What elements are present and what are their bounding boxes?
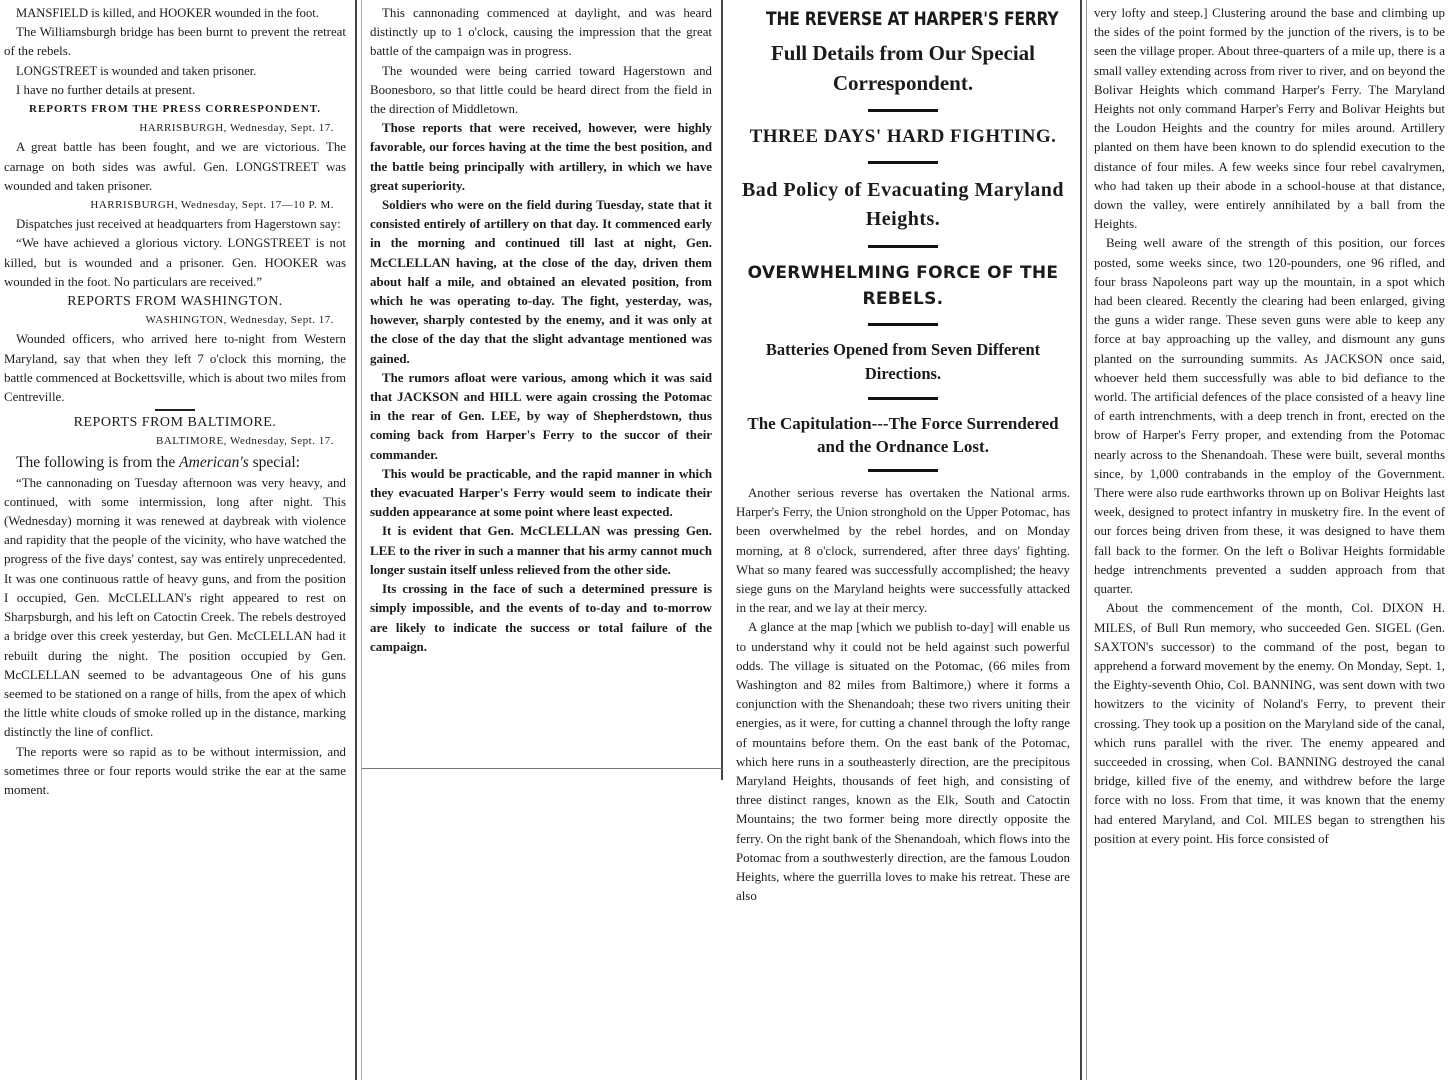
paragraph: This cannonading commenced at daylight, and was heard distinctly up to 1 o'clock, causing the impression that the great battle of the campaign was in progress. <box>370 6 712 59</box>
column-rule <box>355 0 357 1080</box>
headline-deck: Full Details from Our Special Correspondent. <box>770 41 1036 95</box>
column-2 <box>362 0 720 770</box>
article-title: THE REVERSE AT HARPER'S FERRY <box>766 8 1059 30</box>
paragraph: It is evident that Gen. McCLELLAN was pressing Gen. LEE to the river in such a manner that his army cannot much longer sustain itself unless relieved from the other side. <box>370 524 712 577</box>
deck-separator <box>868 323 938 326</box>
column-rule <box>1086 0 1087 1080</box>
dateline: HARRISBURGH, Wednesday, Sept. 17—10 P. M. <box>90 199 334 212</box>
column-rule <box>721 0 723 780</box>
short-rule <box>155 409 195 411</box>
paragraph: very lofty and steep.] Clustering around the base and climbing up the sides of the point formed by the junction of the rivers, is to be seen the village proper. About three-quarters of a mile up, there is a small valley extending across from river to river, and on beyond the Bolivar Heights which command Harper's Ferry. The Maryland Heights not only command Harper's Ferry and Bolivar Heights but the Loudon Heights and the country for miles around. Artillery planted on them have been known to do splendid execution to the distance of four miles. A few weeks since four rebel cavalrymen, who had taken up their abode in a school-house at that distance, down the valley, were entirely annihilated by a ball from the Heights. <box>1094 6 1445 232</box>
column-rule <box>1080 0 1082 1080</box>
paragraph-text: special: <box>248 453 300 471</box>
paragraph: LONGSTREET is wounded and taken prisoner. <box>16 63 257 78</box>
paragraph: This would be practicable, and the rapid manner in which they evacuated Harper's Ferry would seem to indicate their sudden appearance at some point where least expected. <box>370 466 712 520</box>
paragraph: A great battle has been fought, and we are victorious. The carnage on both sides was awful. Gen. LONGSTREET was wounded and taken prisoner. <box>4 140 346 193</box>
paragraph: Another serious reverse has overtaken the National arms. Harper's Ferry, the Union stronghold on the Upper Potomac, has been overwhelmed by the rebel hordes, and on Monday morning, at 8 o'clock, surrendered, after three days' fighting. What so many feared was successfully accomplished; the heavy siege guns on the Maryland heights were successfully attacked in the rear, and we lay at their mercy. <box>736 486 1070 616</box>
paragraph: The wounded were being carried toward Hagerstown and Boonesboro, so that little could be heard direct from the field in the direction of Middletown. <box>370 63 712 117</box>
column-1 <box>0 0 352 1080</box>
paragraph: The Williamsburgh bridge has been burnt to prevent the retreat of the rebels. <box>4 25 346 59</box>
paragraph: I have no further details at present. <box>16 82 196 97</box>
paragraph: Its crossing in the face of such a determined pressure is simply impossible, and the events of to-day and to-morrow are likely to indicate the success or total failure of the campaign. <box>370 582 712 654</box>
column-4 <box>1088 0 1453 1080</box>
paragraph <box>4 452 346 474</box>
paragraph: The reports were so rapid as to be without intermission, and sometimes three or four reports would strike the ear at the same moment. <box>4 744 346 797</box>
headline-deck: OVERWHELMING FORCE OF THE REBELS. <box>747 263 1059 309</box>
paragraph: About the commencement of the month, Col. DIXON H. MILES, of Bull Run memory, who succeeded Gen. SIGEL (Gen. SAXTON's successor) to the command of the post, began to apprehend a forward movement by the enemy. On Monday, Sept. 1, the Eighty-seventh Ohio, Col. BANNING, was sent down with two howitzers to the vicinity of Noland's Ferry, to prevent their crossing. They took up a position on the Maryland side of the canal, which runs parallel with the river. The enemy appeared and succeeded in crossing, when Col. BANNING destroyed the canal bridge, killed five of the enemy, and withdrew before the large force with no loss. From that time, it was known that the enemy had entered Maryland, and Col. MILES began to strengthen his position at every point. His force consisted of <box>1094 601 1445 846</box>
paragraph: “The cannonading on Tuesday afternoon was very heavy, and continued, with some intermission, long after night. This (Wednesday) morning it was renewed at daybreak with violence and rapidity that the people of the vicinity, who have watched the progress of the five days' contest, say was entirely unprecedented. It was one continuous rattle of heavy guns, and from the position I occupied, Gen. McCLELLAN's right appeared to rest on Sharpsburgh, and his left on Catoctin Creek. The rebels destroyed a bridge over this creek yesterday, but Gen. McCLELLAN had it rebuilt during the night. The position occupied by Gen. McCLELLAN seemed to be advantageous One of his guns seemed to be stationed on a range of hills, from the apex of which the little white clouds of smoke rolled up in the distance, marking distinctly the line of conflict. <box>4 475 346 740</box>
deck-separator <box>868 109 938 112</box>
section-heading: REPORTS FROM WASHINGTON. <box>67 294 283 310</box>
deck-separator <box>868 397 938 400</box>
dateline: BALTIMORE, Wednesday, Sept. 17. <box>156 435 334 448</box>
paragraph: Soldiers who were on the field during Tuesday, state that it consisted entirely of artillery on that day. It commenced early in the morning and continued till last at night, Gen. McCLELLAN having, at the close of the day, driven them about half a mile, and obtained an elevated position, from which he was operating to-day. The fight, yesterday, was, however, sharply contested by the enemy, and it was only at the close of the day that the slight advantage mentioned was gained. <box>370 198 712 366</box>
section-heading: REPORTS FROM BALTIMORE. <box>73 415 277 431</box>
headline-deck: Bad Policy of Evacuating Maryland Heights. <box>741 179 1065 230</box>
paragraph: Wounded officers, who arrived here to-night from Western Maryland, say that when they left 7 o'clock this morning, the battle commenced at Bockettsville, which is about two miles from Centreville. <box>4 332 346 405</box>
paragraph-text: The following is from the <box>16 453 180 471</box>
paragraph: “We have achieved a glorious victory. LONGSTREET is not killed, but is wounded and a prisoner. Gen. HOOKER was wounded in the foot. No particulars are received.” <box>4 236 346 289</box>
paragraph: Dispatches just received at headquarters from Hagerstown say: <box>16 217 341 232</box>
paragraph: A glance at the map [which we publish to-day] will enable us to understand why it could not be held against such powerful odds. The village is situated on the Potomac, (66 miles from Washington and 82 miles from Baltimore,) where it forms a conjunction with the Shenandoah; these two rivers uniting their energies, as it were, for cutting a channel through the lofty range of mountains before them. On the east bank of the Potomac, which here runs in a southeasterly direction, are the precipitous Maryland Heights, thousands of feet high, and consisting of three distinct ranges, known as the Elk, South and Catoctin Mountains; the two former being more directly opposite the ferry. On the right bank of the Shenandoah, which flows into the Potomac from a southwesterly direction, are the famous Loudon Heights, where the guerrilla loves to make his retreat. These are also <box>736 620 1070 904</box>
dateline: HARRISBURGH, Wednesday, Sept. 17. <box>139 122 334 135</box>
deck-separator <box>868 245 938 248</box>
paragraph: Those reports that were received, however, were highly favorable, our forces having at the time the best position, and the battle being principally with artillery, in which we have great superiority. <box>370 121 712 193</box>
column-3 <box>730 0 1076 1080</box>
deck-separator <box>868 161 938 164</box>
paragraph: Being well aware of the strength of this position, our forces posted, some weeks since, two 120-pounders, one 96 rifled, and four brass Napoleons part way up the mountain, in a spot which had been cleared. Recently the clearing had been enlarged, giving the guns a wider range. These seven guns were able to keep any force at bay approaching up the valley, and dismount any guns planted on the surrounding summits. As JACKSON once said, whoever held them successfully was able to bid defiance to the world. The artificial defences of the place consisted of a heavy line of earth intrenchments, with a deep trench in front, erected on the brow of Harper's Ferry proper, and extending from the Potomac nearly across to the Shenandoah. These were built, several months since, by 1,000 contrabands in the employ of the Government. There were also rude earthworks thrown up on Bolivar Heights last week, designed to protect infantry in musketry fire. In the event of our forces being driven from these, it was designed to have them fall back to the former. On the left o Bolivar Heights formidable hedge intrenchments prevented a sudden approach from that quarter. <box>1094 236 1445 597</box>
paragraph: MANSFIELD is killed, and HOOKER wounded in the foot. <box>16 6 319 20</box>
deck-separator <box>868 469 938 472</box>
paragraph: The rumors afloat were various, among which it was said that JACKSON and HILL were again crossing the Potomac in the rear of Gen. LEE, by way of Shepherdstown, thus coming back from Harper's Ferry to the succor of their commander. <box>370 370 712 462</box>
publication-name: American's <box>179 453 249 471</box>
dateline: WASHINGTON, Wednesday, Sept. 17. <box>145 314 334 327</box>
subheading: REPORTS FROM THE PRESS CORRESPONDENT. <box>29 103 321 116</box>
headline-deck: The Capitulation---The Force Surrendered and the Ordnance Lost. <box>747 414 1059 456</box>
headline-deck: THREE DAYS' HARD FIGHTING. <box>749 126 1057 147</box>
headline-deck: Batteries Opened from Seven Different Directions. <box>765 340 1041 383</box>
